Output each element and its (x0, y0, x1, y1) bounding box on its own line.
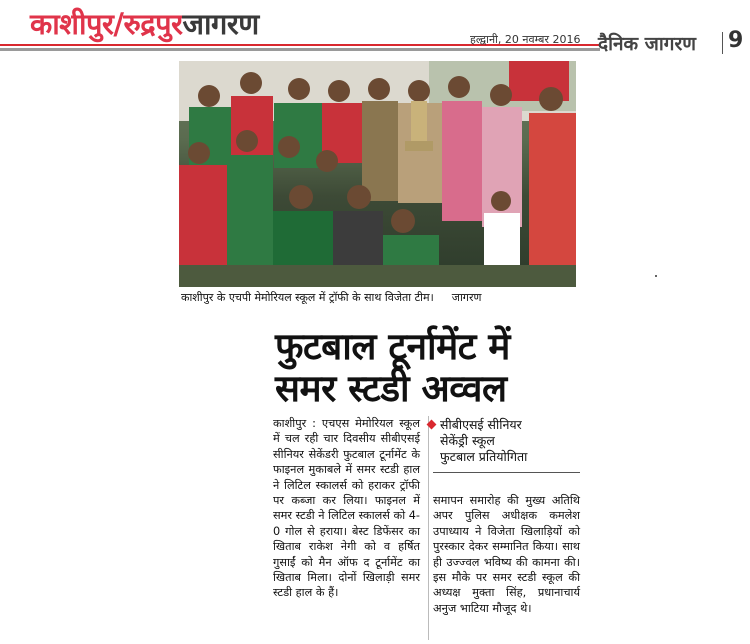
subheading-rule (433, 472, 580, 473)
stray-dot (655, 275, 657, 277)
subheading-line-2: सेकेंड्री स्कूल (440, 433, 495, 448)
paper-name: दैनिक जागरण (598, 33, 696, 55)
subheading-line-1: सीबीएसई सीनियर (440, 417, 522, 432)
page-number: 9 (728, 28, 744, 53)
masthead-title (30, 4, 259, 43)
column-divider (428, 416, 429, 640)
team-photo-illustration (179, 61, 576, 287)
body-right-column: समापन समारोह की मुख्य अतिथि अपर पुलिस अधीक्षक कमलेश उपाध्याय ने विजेता खिलाड़ियों को पुरस्कार देकर सम्मानित किया। साथ ही उज्ज्वल भविष्य की कामना की। इस मौके पर समर स्टडी स्कूल की अध्यक्ष मुक्ता सिंह, प्रधानाचार्य अनुज भाटिया मौजूद थे। (433, 494, 580, 615)
masthead-jagran: जागरण (182, 7, 259, 41)
body-left-column: काशीपुर : एचएस मेमोरियल स्कूल में चल रही चार दिवसीय सीबीएसई सीनियर सेकेंडरी फुटबाल टूर्नामेंट के फाइनल मुकाबले में समर स्टडी हाल ने लिटिल स्कालर्स को हराकर ट्रॉफी पर कब्जा कर लिया। फाइनल में समर स्टडी ने लिटिल स्कालर्स को 4-0 गोल से हराया। बेस्ट डिफेंसर का खिताब राकेश नेगी को व हर्षित गुसाईं को मैन ऑफ द टूर्नामेंट का खिताब मिला। दोनों खिलाड़ी समर स्टडी हाल के हैं। (273, 417, 420, 600)
photo-caption-text: काशीपुर के एचपी मेमोरियल स्कूल में ट्रॉफी के साथ विजेता टीम। (181, 291, 434, 304)
subheading (440, 417, 580, 465)
page-number-divider (722, 32, 723, 54)
photo-caption (181, 290, 481, 305)
headline-line-1: फुटबाल टूर्नामेंट में (275, 325, 510, 368)
masthead-city: काशीपुर/रुद्रपुर (30, 7, 183, 41)
team-photo (179, 61, 576, 287)
headline-line-2: समर स्टडी अव्वल (275, 367, 507, 410)
subheading-line-3: फुटबाल प्रतियोगिता (440, 449, 528, 464)
photo-credit: जागरण (451, 291, 482, 304)
masthead-rule-gray (0, 48, 600, 51)
dateline: हल्द्वानी, 20 नवम्बर 2016 (470, 33, 581, 46)
